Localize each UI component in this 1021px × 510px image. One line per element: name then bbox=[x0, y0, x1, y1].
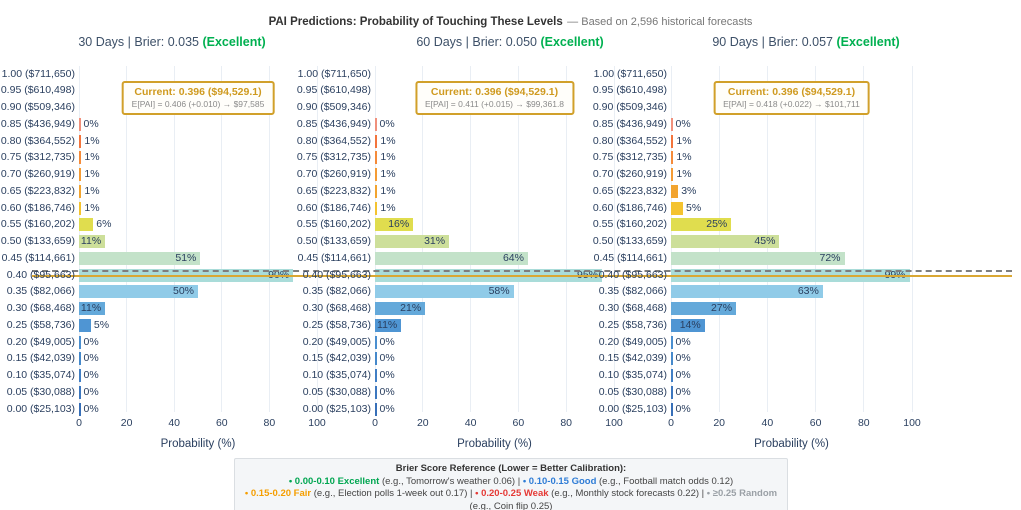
y-axis-label: 0.95 ($610,498) bbox=[296, 84, 371, 97]
x-tick-label: 60 bbox=[512, 417, 525, 429]
annotation-box bbox=[415, 81, 574, 115]
y-axis-label: 0.85 ($436,949) bbox=[0, 117, 75, 130]
y-axis-label: 0.65 ($223,832) bbox=[296, 184, 371, 197]
bar-value-label: 0% bbox=[379, 117, 395, 130]
bar-value-label: 0% bbox=[83, 352, 99, 365]
y-axis-label: 0.05 ($30,088) bbox=[6, 385, 75, 398]
bar-value-label: 63% bbox=[797, 285, 819, 298]
bar[interactable] bbox=[671, 252, 845, 265]
x-tick-label: 40 bbox=[168, 417, 181, 429]
annotation-epai: E[PAI] = 0.406 (+0.010) → $97,585 bbox=[131, 99, 265, 109]
bar-value-label: 0% bbox=[379, 385, 395, 398]
bar-value-label: 25% bbox=[706, 218, 728, 231]
y-axis-label: 0.60 ($186,746) bbox=[592, 201, 667, 214]
brier-reference-row bbox=[241, 476, 781, 489]
gridline bbox=[470, 66, 471, 412]
y-axis-label: 0.90 ($509,346) bbox=[0, 101, 75, 113]
figure-title bbox=[0, 12, 1021, 30]
bar[interactable] bbox=[375, 336, 377, 349]
x-tick-label: 0 bbox=[372, 417, 378, 429]
gridline bbox=[566, 66, 567, 412]
bar-value-label: 1% bbox=[84, 151, 100, 164]
bar-value-label: 5% bbox=[686, 201, 702, 214]
bar-value-label: 11% bbox=[80, 302, 102, 314]
bar-value-label: 27% bbox=[711, 302, 733, 314]
bar-value-label: 0% bbox=[83, 369, 99, 381]
figure-title-suffix: — Based on 2,596 historical forecasts bbox=[567, 16, 753, 28]
bar[interactable] bbox=[671, 202, 683, 215]
bar-value-label: 16% bbox=[388, 218, 410, 231]
y-axis-label: 0.80 ($364,552) bbox=[296, 134, 371, 147]
bar-value-label: 0% bbox=[675, 352, 691, 365]
bar-value-label: 0% bbox=[379, 352, 395, 365]
gridline bbox=[126, 66, 127, 412]
bar-value-label: 1% bbox=[380, 201, 396, 214]
annotation-current: Current: 0.396 ($94,529.1) bbox=[430, 86, 559, 98]
y-axis-label: 0.70 ($260,919) bbox=[296, 168, 371, 180]
panel-subtitle bbox=[78, 35, 265, 49]
x-tick-label: 60 bbox=[215, 417, 228, 429]
panel-rating: (Excellent) bbox=[540, 35, 604, 49]
x-tick-label: 0 bbox=[76, 417, 82, 429]
y-axis-label: 0.10 ($35,074) bbox=[598, 369, 667, 381]
panel-subtitle-text: 60 Days | Brier: 0.050 bbox=[416, 35, 541, 49]
x-tick-label: 20 bbox=[713, 417, 726, 429]
y-axis-label: 0.40 ($95,663) bbox=[598, 268, 667, 281]
x-tick-label: 100 bbox=[903, 417, 921, 429]
bar[interactable] bbox=[671, 135, 673, 148]
gridline bbox=[912, 66, 913, 412]
x-tick-label: 20 bbox=[120, 417, 133, 429]
panel-rating: (Excellent) bbox=[202, 35, 266, 49]
y-axis-label: 0.35 ($82,066) bbox=[6, 285, 75, 298]
bar[interactable] bbox=[79, 218, 93, 231]
bar-value-label: 1% bbox=[380, 168, 396, 180]
y-axis-label: 0.65 ($223,832) bbox=[592, 184, 667, 197]
y-axis-label: 0.10 ($35,074) bbox=[6, 369, 75, 381]
bar-value-label: 0% bbox=[83, 335, 99, 348]
bar[interactable] bbox=[375, 403, 377, 416]
y-axis-label: 0.05 ($30,088) bbox=[598, 385, 667, 398]
y-axis-label: 0.25 ($58,736) bbox=[598, 318, 667, 331]
bar-value-label: 1% bbox=[380, 184, 396, 197]
bar-value-label: 0% bbox=[379, 335, 395, 348]
bar[interactable] bbox=[79, 319, 91, 332]
y-axis-label: 1.00 ($711,650) bbox=[593, 67, 667, 80]
bar-value-label: 72% bbox=[819, 251, 841, 264]
separator: | bbox=[515, 475, 523, 487]
brier-range-example: (e.g., Election polls 1-week out 0.17) bbox=[311, 488, 468, 500]
brier-range-label: • ≥0.25 Random bbox=[706, 488, 778, 500]
y-axis-label: 0.10 ($35,074) bbox=[302, 369, 371, 381]
bar-value-label: 0% bbox=[379, 402, 395, 415]
bar-value-label: 0% bbox=[675, 335, 691, 348]
y-axis-label: 0.45 ($114,661) bbox=[297, 251, 371, 264]
y-axis-label: 0.20 ($49,005) bbox=[302, 335, 371, 348]
y-axis-label: 0.75 ($312,735) bbox=[296, 151, 371, 164]
brier-range-label: • 0.10-0.15 Good bbox=[522, 475, 597, 487]
bar-value-label: 0% bbox=[675, 117, 691, 130]
brier-reference-row bbox=[241, 488, 781, 510]
bar-value-label: 11% bbox=[377, 318, 398, 331]
y-axis-label: 0.25 ($58,736) bbox=[302, 318, 371, 331]
annotation-epai: E[PAI] = 0.411 (+0.015) → $99,361.8 bbox=[424, 99, 565, 109]
bar[interactable] bbox=[79, 386, 81, 399]
y-axis-label: 0.15 ($42,039) bbox=[598, 352, 667, 365]
brier-reference-lines bbox=[241, 476, 781, 510]
bar[interactable] bbox=[671, 185, 678, 198]
bar[interactable] bbox=[375, 202, 377, 215]
x-tick-label: 80 bbox=[560, 417, 573, 429]
x-axis-title: Probability (%) bbox=[160, 438, 236, 450]
brier-range-example: (e.g., Tomorrow's weather 0.06) bbox=[379, 475, 516, 487]
x-tick-label: 0 bbox=[668, 417, 674, 429]
panel-subtitle-text: 30 Days | Brier: 0.035 bbox=[78, 35, 203, 49]
x-tick-label: 80 bbox=[263, 417, 276, 429]
bar-value-label: 1% bbox=[84, 134, 100, 147]
y-axis-label: 0.35 ($82,066) bbox=[598, 285, 667, 298]
bar-value-label: 14% bbox=[679, 318, 701, 331]
y-axis-label: 0.60 ($186,746) bbox=[296, 201, 371, 214]
bar[interactable] bbox=[671, 168, 673, 181]
y-axis-label: 0.05 ($30,088) bbox=[302, 385, 371, 398]
annotation-epai: E[PAI] = 0.418 (+0.022) → $101,711 bbox=[723, 99, 860, 109]
y-axis-label: 0.50 ($133,659) bbox=[296, 235, 371, 247]
bar[interactable] bbox=[375, 118, 377, 131]
annotation-box bbox=[122, 81, 275, 115]
brier-range-label: • 0.00-0.10 Excellent bbox=[288, 475, 380, 487]
annotation-box bbox=[713, 81, 870, 115]
bar-value-label: 5% bbox=[93, 318, 110, 331]
bar-value-label: 1% bbox=[84, 184, 100, 197]
y-axis-label: 0.95 ($610,498) bbox=[0, 84, 75, 97]
bar[interactable] bbox=[671, 336, 673, 349]
x-tick-label: 80 bbox=[857, 417, 870, 429]
gridline bbox=[518, 66, 519, 412]
brier-range-example: (e.g., Monthly stock forecasts 0.22) bbox=[548, 488, 700, 500]
y-axis-label: 0.00 ($25,103) bbox=[302, 402, 371, 415]
bar-value-label: 3% bbox=[681, 184, 697, 197]
y-axis-label: 0.40 ($95,663) bbox=[6, 268, 75, 281]
y-axis-label: 0.00 ($25,103) bbox=[6, 402, 75, 415]
y-axis-label: 0.60 ($186,746) bbox=[0, 201, 75, 214]
bar-value-label: 0% bbox=[675, 385, 691, 398]
y-axis-label: 0.95 ($610,498) bbox=[592, 84, 667, 97]
bar-value-label: 0% bbox=[675, 402, 691, 415]
y-axis-label: 0.80 ($364,552) bbox=[592, 134, 667, 147]
bar[interactable] bbox=[79, 403, 81, 416]
y-axis-label: 0.90 ($509,346) bbox=[592, 101, 667, 113]
gridline bbox=[815, 66, 816, 412]
brier-range-label: • 0.20-0.25 Weak bbox=[475, 488, 549, 500]
brier-range-example: (e.g., Coin flip 0.25) bbox=[469, 500, 553, 510]
separator: | bbox=[699, 488, 707, 500]
bar[interactable] bbox=[671, 403, 673, 416]
bar[interactable] bbox=[79, 185, 81, 198]
x-axis-title: Probability (%) bbox=[457, 438, 532, 450]
y-axis-label: 0.25 ($58,736) bbox=[6, 318, 75, 331]
y-axis-label: 0.45 ($114,661) bbox=[593, 251, 667, 264]
bar[interactable] bbox=[79, 168, 81, 181]
bar-value-label: 1% bbox=[676, 151, 692, 164]
bar-value-label: 99% bbox=[884, 268, 906, 281]
y-axis-label: 0.90 ($509,346) bbox=[296, 101, 371, 113]
bar[interactable] bbox=[671, 352, 673, 365]
y-axis-label: 0.35 ($82,066) bbox=[302, 285, 371, 298]
y-axis-label: 0.15 ($42,039) bbox=[302, 352, 371, 365]
panel-rating: (Excellent) bbox=[836, 35, 900, 49]
bar[interactable] bbox=[79, 118, 81, 131]
y-axis-label: 0.55 ($160,202) bbox=[0, 218, 75, 231]
bar-value-label: 1% bbox=[380, 151, 396, 164]
x-tick-label: 100 bbox=[308, 417, 326, 429]
x-tick-label: 100 bbox=[605, 417, 623, 429]
x-tick-label: 60 bbox=[809, 417, 822, 429]
bar-value-label: 0% bbox=[379, 369, 395, 381]
y-axis-label: 0.55 ($160,202) bbox=[592, 218, 667, 231]
bar-value-label: 45% bbox=[754, 235, 776, 247]
y-axis-label: 0.55 ($160,202) bbox=[296, 218, 371, 231]
bar-value-label: 0% bbox=[83, 117, 99, 130]
y-axis-label: 1.00 ($711,650) bbox=[297, 67, 371, 80]
y-axis-label: 0.70 ($260,919) bbox=[592, 168, 667, 180]
bar-value-label: 1% bbox=[84, 168, 100, 180]
bar-value-label: 6% bbox=[96, 218, 112, 231]
bar[interactable] bbox=[671, 369, 673, 382]
bar-value-label: 90% bbox=[268, 268, 290, 281]
y-axis-label: 0.85 ($436,949) bbox=[592, 117, 667, 130]
bar[interactable] bbox=[375, 135, 377, 148]
bar-value-label: 0% bbox=[83, 402, 99, 415]
bar[interactable] bbox=[671, 151, 673, 164]
annotation-current: Current: 0.396 ($94,529.1) bbox=[134, 86, 262, 98]
bar[interactable] bbox=[79, 202, 81, 215]
bar[interactable] bbox=[79, 336, 81, 349]
current-level-dashed-line bbox=[32, 270, 1012, 272]
y-axis-label: 0.30 ($68,468) bbox=[6, 302, 75, 314]
y-axis-label: 0.30 ($68,468) bbox=[302, 302, 371, 314]
bar[interactable] bbox=[375, 352, 377, 365]
brier-reference-title: Brier Score Reference (Lower = Better Calibration): bbox=[395, 463, 627, 474]
x-tick-label: 40 bbox=[761, 417, 774, 429]
y-axis-label: 0.45 ($114,661) bbox=[1, 251, 75, 264]
bar-value-label: 0% bbox=[675, 369, 691, 381]
bar[interactable] bbox=[375, 151, 377, 164]
figure-title-main: PAI Predictions: Probability of Touching These Levels bbox=[268, 16, 563, 28]
bar-value-label: 1% bbox=[84, 201, 100, 214]
y-axis-label: 0.75 ($312,735) bbox=[592, 151, 667, 164]
bar[interactable] bbox=[79, 352, 81, 365]
bar-value-label: 1% bbox=[676, 134, 692, 147]
bar[interactable] bbox=[79, 369, 81, 382]
y-axis-label: 0.70 ($260,919) bbox=[0, 168, 75, 180]
bar-value-label: 58% bbox=[488, 285, 510, 298]
separator: | bbox=[467, 488, 476, 500]
gridline bbox=[269, 66, 270, 412]
brier-range-example: (e.g., Football match odds 0.12) bbox=[596, 475, 734, 487]
bar[interactable] bbox=[375, 386, 377, 399]
gridline bbox=[174, 66, 175, 412]
y-axis-label: 0.40 ($95,663) bbox=[302, 268, 371, 281]
bar-value-label: 51% bbox=[175, 251, 197, 264]
panel-subtitle bbox=[416, 35, 603, 49]
y-axis-label: 0.65 ($223,832) bbox=[0, 184, 75, 197]
annotation-current: Current: 0.396 ($94,529.1) bbox=[727, 86, 856, 98]
y-axis-label: 0.00 ($25,103) bbox=[598, 402, 667, 415]
x-tick-label: 20 bbox=[416, 417, 429, 429]
y-axis-label: 1.00 ($711,650) bbox=[1, 67, 75, 80]
bar[interactable] bbox=[671, 118, 673, 131]
y-axis-label: 0.15 ($42,039) bbox=[6, 352, 75, 365]
bar-value-label: 21% bbox=[400, 302, 422, 314]
y-axis-label: 0.85 ($436,949) bbox=[296, 117, 371, 130]
bar-value-label: 1% bbox=[380, 134, 396, 147]
bar[interactable] bbox=[375, 369, 377, 382]
brier-range-label: • 0.15-0.20 Fair bbox=[244, 488, 312, 500]
gridline bbox=[863, 66, 864, 412]
gridline bbox=[221, 66, 222, 412]
bar-value-label: 31% bbox=[424, 235, 446, 247]
bar-value-label: 64% bbox=[502, 251, 524, 264]
bar-value-label: 1% bbox=[676, 168, 692, 180]
bar[interactable] bbox=[671, 386, 673, 399]
bar-value-label: 50% bbox=[172, 285, 194, 298]
bar[interactable] bbox=[375, 168, 377, 181]
bar[interactable] bbox=[79, 151, 81, 164]
bar-value-label: 95% bbox=[577, 268, 599, 281]
x-tick-label: 40 bbox=[464, 417, 477, 429]
y-axis-label: 0.80 ($364,552) bbox=[0, 134, 75, 147]
bar[interactable] bbox=[79, 135, 81, 148]
bar[interactable] bbox=[375, 185, 377, 198]
panel-subtitle bbox=[712, 35, 899, 49]
y-axis-label: 0.20 ($49,005) bbox=[6, 335, 75, 348]
y-axis-label: 0.30 ($68,468) bbox=[598, 302, 667, 314]
bar-value-label: 11% bbox=[80, 235, 102, 247]
y-axis-label: 0.20 ($49,005) bbox=[598, 335, 667, 348]
current-pai-gold-line bbox=[32, 275, 1012, 277]
y-axis-label: 0.50 ($133,659) bbox=[0, 235, 75, 247]
bar-value-label: 0% bbox=[83, 385, 99, 398]
y-axis-label: 0.50 ($133,659) bbox=[592, 235, 667, 247]
panel-subtitle-text: 90 Days | Brier: 0.057 bbox=[712, 35, 837, 49]
y-axis-label: 0.75 ($312,735) bbox=[0, 151, 75, 164]
x-axis-title: Probability (%) bbox=[754, 438, 829, 450]
brier-reference-box bbox=[234, 458, 788, 510]
